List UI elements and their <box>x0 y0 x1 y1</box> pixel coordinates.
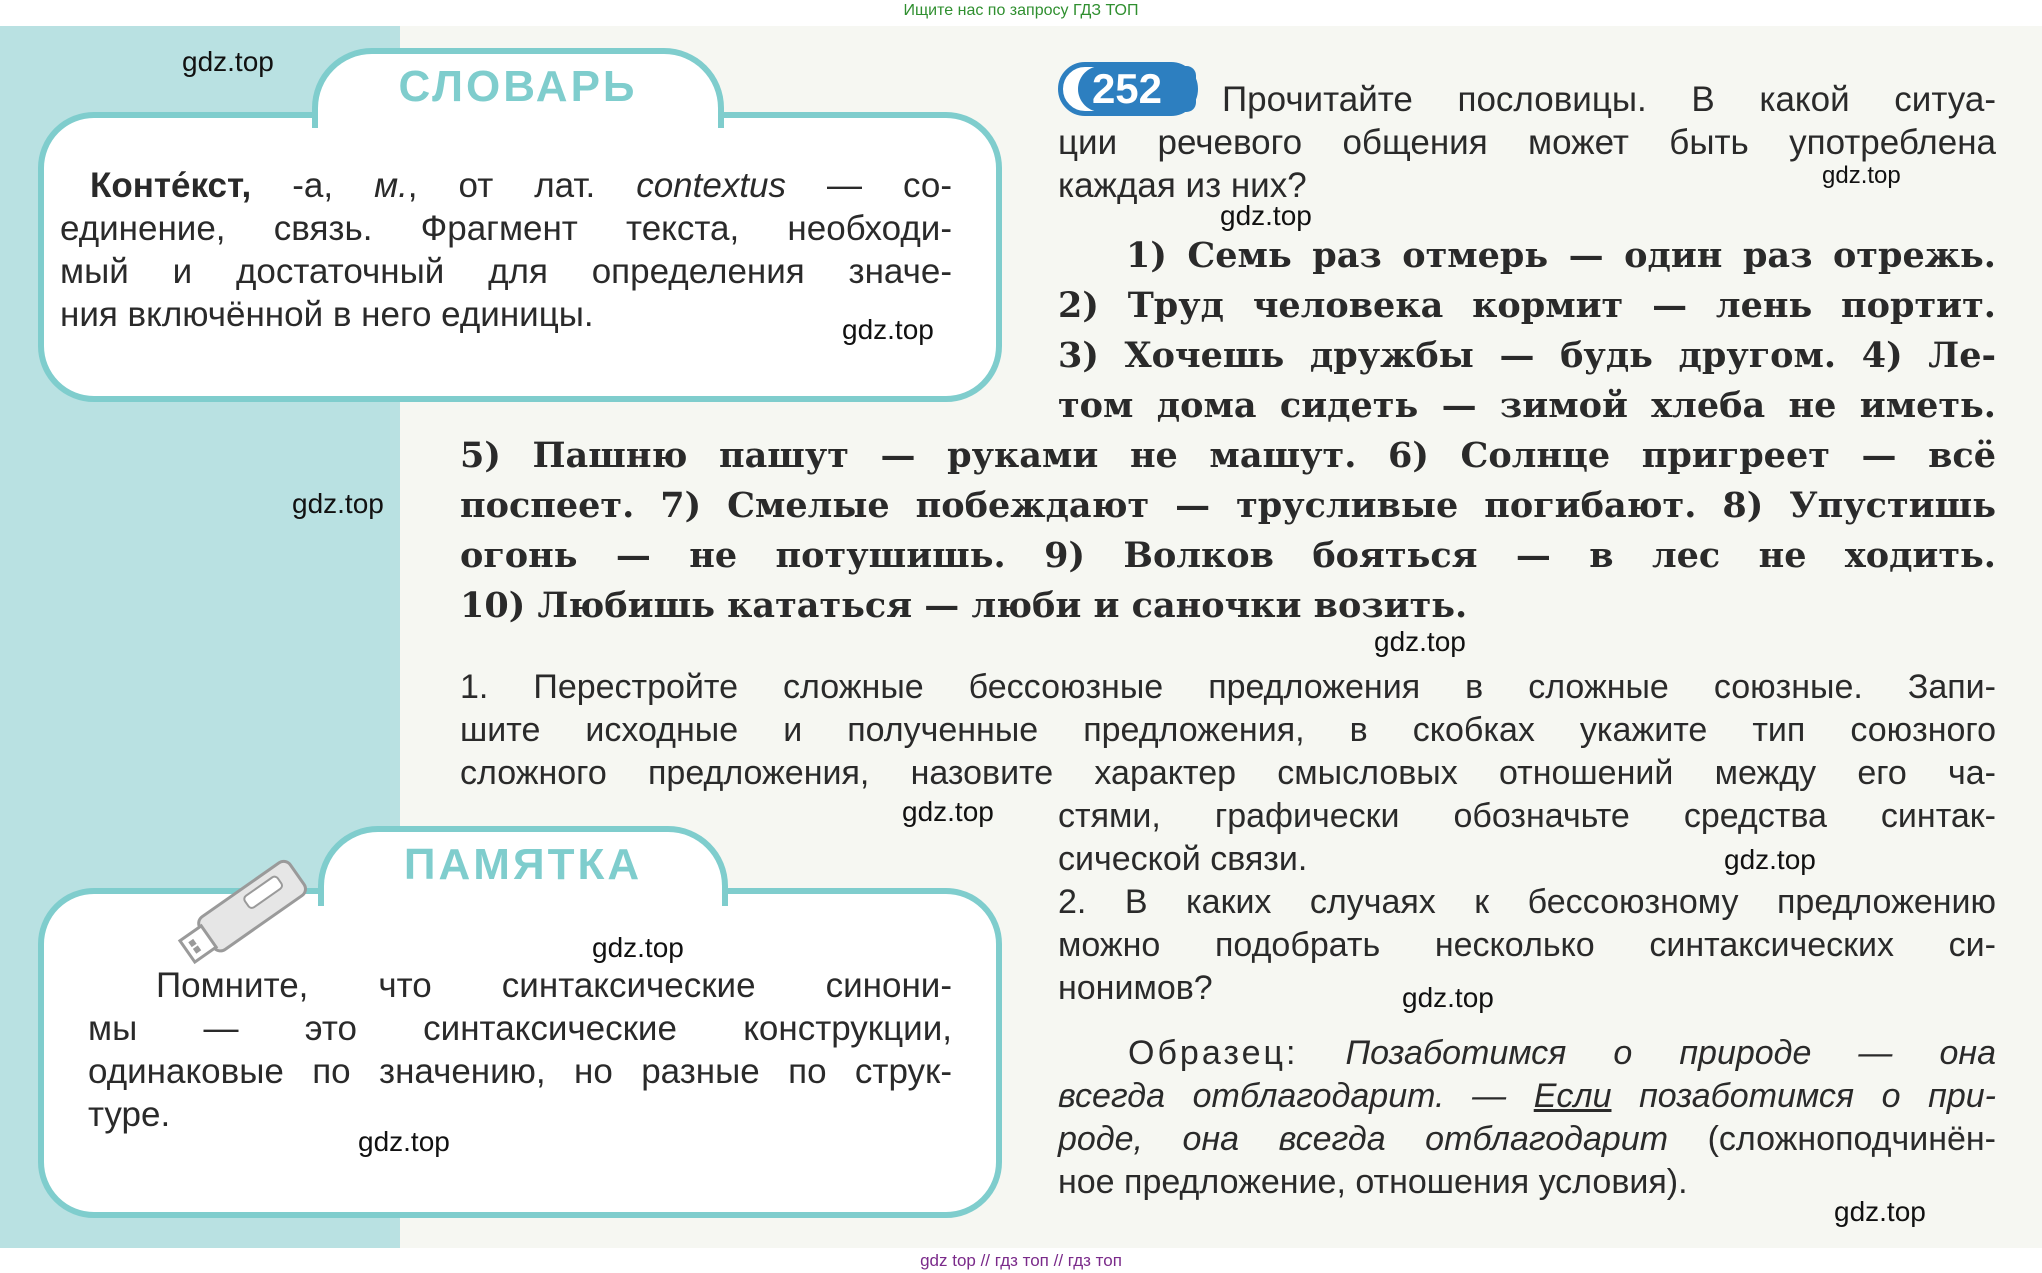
sample-underlined-word: Если <box>1533 1077 1612 1115</box>
exercise-number: 252 <box>1091 65 1163 112</box>
task-line-1: Прочитайте пословицы. В какой ситуа- <box>1222 80 1996 119</box>
question-line-7: можно подобрать несколько синтаксических си- <box>1058 926 1996 964</box>
dictionary-line-2: единение, связь. Фрагмент текста, необходи- <box>60 209 952 248</box>
sample-text-2a: всегда отблагодарит. — <box>1058 1077 1534 1115</box>
memo-line-2: мы — это синтаксические конструкции, <box>88 1009 952 1048</box>
proverb-line-3: 3) Хочешь дружбы — будь другом. 4) Ле- <box>1058 335 1996 376</box>
watermark: gdz.top <box>1724 844 1816 875</box>
question-line-3: сложного предложения, назовите характер смысловых отношений между его ча- <box>460 754 1996 792</box>
sample-text-1: Позаботимся о природе — она <box>1345 1034 1997 1072</box>
watermark: gdz.top <box>1822 162 1901 189</box>
sample-line-1 <box>1128 1032 1996 1075</box>
task-line-3: каждая из них? <box>1058 166 1307 205</box>
sample-label: Образец: <box>1128 1034 1299 1072</box>
top-search-hint: Ищите нас по запросу ГДЗ ТОП <box>903 2 1139 19</box>
sample-line-3 <box>1058 1118 1996 1161</box>
watermark: gdz.top <box>902 796 994 827</box>
sample-line-4: ное предложение, отношения условия). <box>1058 1163 1688 1201</box>
watermark: gdz.top <box>842 314 934 345</box>
dictionary-line-1: Конте́кст, -а, м., от лат. contextus — со- <box>90 166 952 205</box>
question-line-5: сической связи. <box>1058 840 1308 878</box>
watermark: gdz.top <box>1374 626 1466 657</box>
bottom-footer: gdz top // гдз топ // гдз топ <box>920 1251 1122 1270</box>
sample-text-3n: (сложноподчинён- <box>1668 1120 1996 1158</box>
usb-drive-icon <box>168 844 328 974</box>
proverb-line-6: поспеет. 7) Смелые побеждают — трусливые погибают. 8) Упустишь <box>460 485 1996 526</box>
watermark: gdz.top <box>182 46 274 77</box>
question-line-8: нонимов? <box>1058 969 1213 1007</box>
proverb-line-1: 1) Семь раз отмерь — один раз отрежь. <box>1126 235 1996 276</box>
watermark: gdz.top <box>1220 200 1312 231</box>
textbook-page <box>0 26 2042 1248</box>
dictionary-line-4: ния включённой в него единицы. <box>60 295 594 334</box>
memo-line-3: одинаковые по значению, но разные по струк- <box>88 1052 952 1091</box>
question-line-1: 1. Перестройте сложные бессоюзные предложения в сложные союзные. Запи- <box>460 668 1996 706</box>
dictionary-title: СЛОВАРЬ <box>398 62 638 111</box>
sample-text-3i: роде, она всегда отблагодарит <box>1058 1120 1669 1158</box>
memo-line-1: Помните, что синтаксические синони- <box>156 966 952 1005</box>
watermark: gdz.top <box>1402 982 1494 1013</box>
sample-line-2 <box>1058 1075 1996 1118</box>
memo-line-4: туре. <box>88 1095 171 1134</box>
proverb-line-8: 10) Любишь кататься — люби и саночки возить. <box>460 585 1468 626</box>
watermark: gdz.top <box>1834 1196 1926 1227</box>
dictionary-line-3: мый и достаточный для определения значе- <box>60 252 952 291</box>
task-line-2: ции речевого общения может быть употреблена <box>1058 123 1996 162</box>
sample-text-2b: позаботимся о при- <box>1611 1077 1996 1115</box>
watermark: gdz.top <box>358 1126 450 1157</box>
proverb-line-5: 5) Пашню пашут — руками не машут. 6) Солнце пригреет — всё <box>460 435 1996 476</box>
proverb-line-2: 2) Труд человека кормит — лень портит. <box>1058 285 1996 326</box>
watermark: gdz.top <box>292 488 384 519</box>
proverb-line-4: том дома сидеть — зимой хлеба не иметь. <box>1058 385 1996 426</box>
question-line-4: стями, графически обозначьте средства синтак- <box>1058 797 1996 835</box>
memo-title: ПАМЯТКА <box>403 840 643 889</box>
watermark: gdz.top <box>592 932 684 963</box>
question-line-2: шите исходные и полученные предложения, в скобках укажите тип союзного <box>460 711 1996 749</box>
proverb-line-7: огонь — не потушишь. 9) Волков бояться — в лес не ходить. <box>460 535 1996 576</box>
question-line-6: 2. В каких случаях к бессоюзному предложению <box>1058 883 1996 921</box>
